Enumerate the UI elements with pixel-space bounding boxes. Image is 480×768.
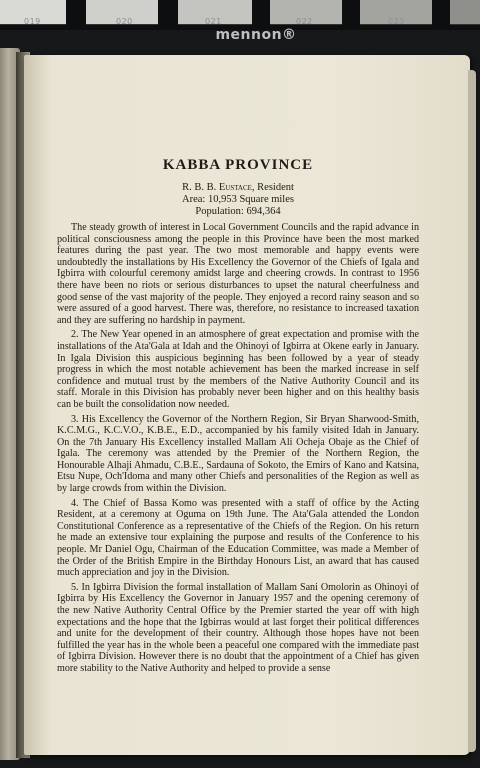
paragraph: The steady growth of interest in Local Government Councils and the rapid advance in political consciousness among the people in this Province have been the most marked features during the past year. The two most memorable and happy events were undoubtedly the installations by His Excellency the Governor of the Chiefs of Igala and Igbirra with colourful ceremony amidst large and cheering crowds. In contrast to 1956 there have been no riots or serious disturbances to upset the natural cheerfulness and good sense of the vast majority of the people. They enjoyed a record rainy season and so were assured of a good harvest. There was, therefore, no resistance to increased taxation and they are suffering no hardship in payment.	[57, 222, 419, 326]
patch-number: 021	[205, 17, 222, 26]
paragraph: 5. In Igbirra Division the formal installation of Mallam Sani Omolorin as Ohinoyi of Igbirra by His Excellency the Governor in January 1957 and the opening ceremony of the new Native Authority Central Office by the Premier started the year off with high expectations and the hope that the Igbirras would at last forget their political differences and unite for the development of their country. Although those hopes have not been fulfilled the year has in the whole been a peaceful one compared with the immediate past of Igbirra Division. However there is no doubt that the appointment of a Chief has given more stability to the Native Authority and helped to provide a sense	[57, 581, 419, 674]
page-text	[57, 156, 419, 675]
resident-line	[57, 182, 419, 194]
resident-role: , Resident	[251, 182, 294, 193]
brand-logo: mennon®	[215, 27, 297, 43]
color-patch	[450, 0, 480, 25]
patch-number: 020	[116, 17, 133, 26]
patch-number: 022	[296, 17, 313, 26]
resident-surname: Eustace	[218, 182, 252, 193]
patch-number: 023	[388, 17, 405, 26]
area-line: Area: 10,953 Square miles	[182, 194, 294, 205]
paragraph: 3. His Excellency the Governor of the Northern Region, Sir Bryan Sharwood-Smith, K.C.M.G., K.C.V.O., K.B.E., E.D., accompanied by his family visited Idah in January. On the 7th January His Excellency installed Mallam Ali Ocheja Obaje as the Chief of Igala. The ceremony was attended by the Premier of the Northern Region, the Honourable Alhaji Ahmadu, C.B.E., Sardauna of Sokoto, the Emirs of Kano and Katsina, Etsu Nupe, Och'Idoma and many other Chiefs and personalities of the Region as well as by large crowds from within the Division.	[57, 413, 419, 495]
resident-initials: R. B. B.	[182, 182, 219, 193]
color-target-strip	[0, 0, 480, 30]
paragraph: 4. The Chief of Bassa Komo was presented with a staff of office by the Acting Resident, at a ceremony at Oguma on 19th June. The Ata'Gala attended the London Constitutional Conference as a representative of the Chiefs of the Region. On his return he made an extensive tour explaining the purpose and results of the Conference to his people. Mr Daniel Ogu, Chairman of the Education Committee, was made a Member of the Order of the British Empire in the Birthday Honours List, an award that has caused much appreciation and joy in the Division.	[57, 497, 419, 579]
population-line: Population: 694,364	[195, 206, 281, 217]
paragraph: 2. The New Year opened in an atmosphere of great expectation and promise with the installations of the Ata'Gala at Idah and the Ohinoyi of Igbirra at Okene early in January. In Igala Division this auspicious beginning has been followed by a year of steady progress in which the most notable achievement has been the marked increase in self confidence and mutual trust by the members of the Native Authority Council and its staff. Morale in this Division has probably never been higher and on this healthy basis can be built the consolidation now needed.	[57, 329, 419, 410]
patch-number: 019	[24, 17, 41, 26]
page-edges	[468, 70, 476, 752]
page-title: KABBA PROVINCE	[162, 157, 314, 173]
